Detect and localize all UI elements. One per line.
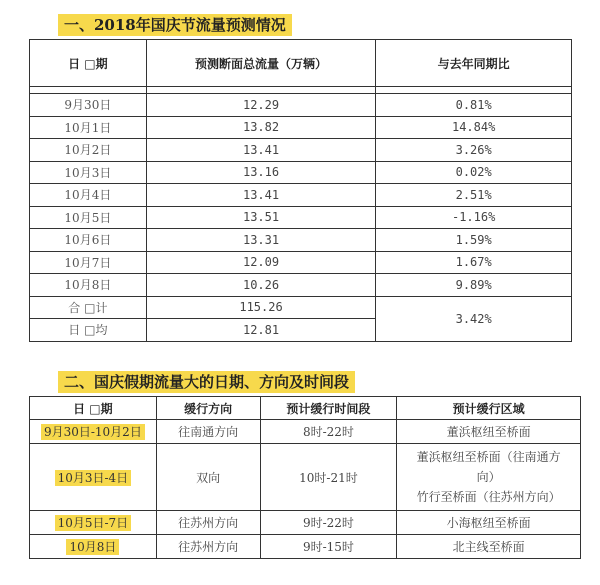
table-row xyxy=(30,420,581,444)
header-yoy: 与去年同期比 xyxy=(376,40,572,87)
table-spacer xyxy=(30,87,572,94)
row-flow: 13.16 xyxy=(146,161,376,184)
average-flow: 12.81 xyxy=(146,319,376,342)
row-yoy: 3.26% xyxy=(376,139,572,162)
row-time: 10时-21时 xyxy=(260,444,397,511)
row-date: 10月6日 xyxy=(30,229,147,252)
row-date: 10月8日 xyxy=(30,274,147,297)
header-direction: 缓行方向 xyxy=(156,397,260,420)
row-flow: 13.41 xyxy=(146,184,376,207)
row-area: 小海枢纽至桥面 xyxy=(397,511,581,535)
row-yoy: 1.67% xyxy=(376,251,572,274)
highlighted-date: 10月8日 xyxy=(66,539,119,555)
area-line: 向） xyxy=(476,470,501,484)
row-date xyxy=(30,444,157,511)
average-label: 日 □均 xyxy=(30,319,147,342)
table-row xyxy=(30,116,572,139)
row-direction: 往苏州方向 xyxy=(156,511,260,535)
table-row xyxy=(30,274,572,297)
row-date: 10月7日 xyxy=(30,251,147,274)
section1-title: 一、2018年国庆节流量预测情况 xyxy=(58,14,292,36)
header-date: 日 □期 xyxy=(30,397,157,420)
row-yoy: -1.16% xyxy=(376,206,572,229)
total-label: 合 □计 xyxy=(30,296,147,319)
header-time: 预计缓行时间段 xyxy=(260,397,397,420)
row-flow: 13.41 xyxy=(146,139,376,162)
area-line: 董浜枢纽至桥面（往南通方 xyxy=(416,450,561,464)
row-flow: 12.09 xyxy=(146,251,376,274)
row-flow: 10.26 xyxy=(146,274,376,297)
row-date xyxy=(30,535,157,559)
table-row xyxy=(30,139,572,162)
table-row xyxy=(30,161,572,184)
header-area: 预计缓行区域 xyxy=(397,397,581,420)
row-flow: 13.51 xyxy=(146,206,376,229)
highlighted-date: 9月30日-10月2日 xyxy=(41,424,145,440)
row-yoy: 9.89% xyxy=(376,274,572,297)
row-time: 9时-22时 xyxy=(260,511,397,535)
row-direction: 往南通方向 xyxy=(156,420,260,444)
combined-yoy: 3.42% xyxy=(376,296,572,341)
section2-title: 二、国庆假期流量大的日期、方向及时间段 xyxy=(58,371,355,393)
row-area: 北主线至桥面 xyxy=(397,535,581,559)
total-flow: 115.26 xyxy=(146,296,376,319)
table-header-row xyxy=(30,40,572,87)
row-date: 9月30日 xyxy=(30,94,147,117)
table-row xyxy=(30,184,572,207)
row-yoy: 1.59% xyxy=(376,229,572,252)
table-row xyxy=(30,444,581,511)
row-yoy: 0.81% xyxy=(376,94,572,117)
row-date: 10月3日 xyxy=(30,161,147,184)
row-direction: 双向 xyxy=(156,444,260,511)
header-flow: 预测断面总流量（万辆） xyxy=(146,40,376,87)
highlighted-date: 10月5日-7日 xyxy=(55,515,132,531)
row-date xyxy=(30,420,157,444)
row-date: 10月2日 xyxy=(30,139,147,162)
table-row xyxy=(30,251,572,274)
row-flow: 13.31 xyxy=(146,229,376,252)
row-time: 8时-22时 xyxy=(260,420,397,444)
row-yoy: 0.02% xyxy=(376,161,572,184)
row-flow: 13.82 xyxy=(146,116,376,139)
header-date: 日 □期 xyxy=(30,40,147,87)
table-row xyxy=(30,206,572,229)
row-direction: 往苏州方向 xyxy=(156,535,260,559)
row-date: 10月4日 xyxy=(30,184,147,207)
row-time: 9时-15时 xyxy=(260,535,397,559)
traffic-forecast-table xyxy=(29,39,572,342)
table-row xyxy=(30,535,581,559)
highlighted-date: 10月3日-4日 xyxy=(55,470,132,486)
area-line: 竹行至桥面（往苏州方向） xyxy=(416,490,561,504)
row-date: 10月1日 xyxy=(30,116,147,139)
row-yoy: 2.51% xyxy=(376,184,572,207)
table-row-total xyxy=(30,296,572,319)
row-area: 董浜枢纽至桥面 xyxy=(397,420,581,444)
row-flow: 12.29 xyxy=(146,94,376,117)
congestion-table xyxy=(29,396,581,559)
table-row xyxy=(30,511,581,535)
table-row xyxy=(30,229,572,252)
row-date: 10月5日 xyxy=(30,206,147,229)
table-row xyxy=(30,94,572,117)
table-header-row xyxy=(30,397,581,420)
row-yoy: 14.84% xyxy=(376,116,572,139)
row-date xyxy=(30,511,157,535)
row-area xyxy=(397,444,581,511)
